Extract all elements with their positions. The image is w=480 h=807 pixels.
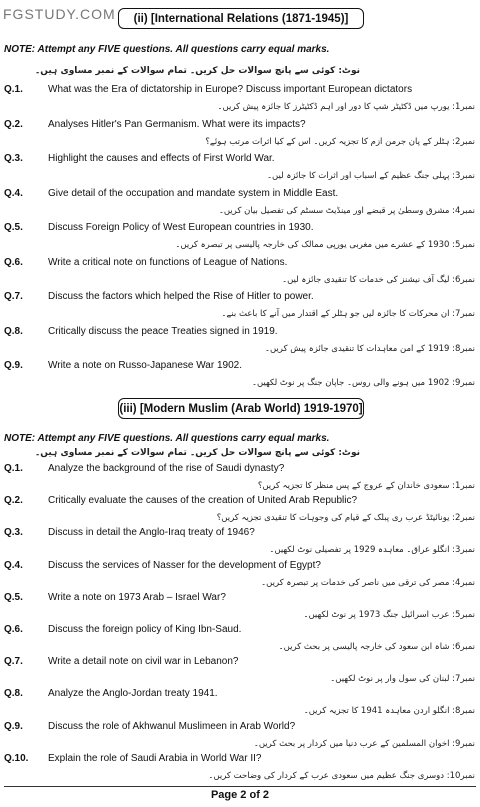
question-text-urdu: نمبر1: سعودی خاندان کے عروج کے پس منظر کا تجزیہ کریں؟: [257, 481, 475, 491]
question-row: [4, 527, 474, 540]
question-number: Q.3.: [4, 527, 23, 539]
question-text: Give detail of the occupation and mandate system in Middle East.: [48, 187, 339, 199]
question-number: Q.3.: [4, 153, 23, 164]
question-text: Discuss the services of Nasser for the development of Egypt?: [48, 559, 321, 571]
question-text: Write a note on 1973 Arab – Israel War?: [48, 591, 226, 603]
section-note-urdu: نوٹ: کوئی سے پانچ سوالات حل کریں۔ تمام سوالات کے نمبر مساوی ہیں۔: [35, 66, 360, 76]
question-number: Q.9.: [4, 720, 23, 732]
page-divider: [4, 786, 476, 787]
question-number: Q.4.: [4, 559, 23, 571]
question-row: [4, 688, 474, 701]
question-text-urdu: نمبر5: 1930 کے عشرے میں مغربی یورپی ممالک کی خارجہ پالیسی پر تبصرہ کریں۔: [175, 240, 475, 250]
question-number: Q.5.: [4, 591, 23, 603]
question-text-urdu: نمبر10: دوسری جنگ عظیم میں سعودی عرب کے کردار کی وضاحت کریں۔: [208, 770, 475, 781]
site-watermark: FGSTUDY.COM: [3, 6, 116, 22]
question-text: What was the Era of dictatorship in Europe? Discuss important European dictators: [48, 84, 413, 95]
question-text-urdu: نمبر7: ان محرکات کا جائزہ لیں جو ہٹلر کے اقتدار میں آنے کا باعث بنے۔: [221, 309, 475, 319]
question-number: Q.2.: [4, 495, 23, 507]
question-text: Discuss the factors which helped the Rise of Hitler to power.: [48, 291, 314, 302]
question-text: Discuss the role of Akhwanul Muslimeen in Arab World?: [48, 720, 296, 732]
question-text: Analyze the Anglo-Jordan treaty 1941.: [48, 688, 218, 700]
question-text-urdu: نمبر8: 1919 کے امن معاہدات کا تنقیدی جائزہ پیش کریں۔: [264, 343, 475, 354]
question-text: Write a note on Russo-Japanese War 1902.: [48, 360, 242, 371]
question-text: Critically evaluate the causes of the creation of United Arab Republic?: [48, 495, 358, 507]
section-title-modern-muslim: (iii) [Modern Muslim (Arab World) 1919-1970]: [118, 398, 364, 419]
question-row: [4, 188, 474, 201]
question-row: [4, 153, 474, 166]
question-row: [4, 84, 474, 97]
question-row: [4, 257, 474, 270]
page-footer: Page 2 of 2: [210, 789, 270, 801]
question-text-urdu: نمبر6: لیگ آف نیشنز کی خدمات کا تنقیدی جائزہ لیں۔: [282, 274, 475, 285]
question-row: [4, 753, 474, 766]
section-note-urdu: نوٹ: کوئی سے پانچ سوالات حل کریں۔ تمام سوالات کے نمبر مساوی ہیں۔: [35, 448, 360, 458]
question-text: Critically discuss the peace Treaties signed in 1919.: [48, 325, 278, 337]
question-text-urdu: نمبر3: پہلی جنگ عظیم کے اسباب اور اثرات کا جائزہ لیں۔: [267, 171, 475, 181]
question-text: Analyses Hitler's Pan Germanism. What were its impacts?: [48, 118, 306, 130]
section-note: NOTE: Attempt any FIVE questions. All questions carry equal marks.: [4, 433, 330, 444]
question-number: Q.1.: [4, 84, 23, 95]
question-number: Q.2.: [4, 118, 23, 130]
question-text-urdu: نمبر1: یورپ میں ڈکٹیٹر شپ کا دور اور اہم ڈکٹیٹرز کا جائزہ پیش کریں۔: [217, 102, 475, 112]
section-note: NOTE: Attempt any FIVE questions. All questions carry equal marks.: [4, 44, 330, 55]
question-text: Discuss in detail the Anglo-Iraq treaty of 1946?: [48, 527, 255, 539]
question-number: Q.7.: [4, 291, 23, 302]
question-text-urdu: نمبر8: انگلو اردن معاہدہ 1941 کا تجزیہ کریں۔: [303, 706, 475, 717]
question-row: [4, 624, 474, 637]
question-text-urdu: نمبر2: ہٹلر کے پان جرمن ازم کا تجزیہ کریں۔ اس کے کیا اثرات مرتب ہوئے؟: [205, 136, 475, 147]
question-number: Q.5.: [4, 222, 23, 233]
question-text: Explain the role of Saudi Arabia in World War II?: [48, 752, 262, 764]
question-text: Discuss the foreign policy of King Ibn-Saud.: [48, 624, 242, 635]
question-text: Analyze the background of the rise of Saudi dynasty?: [48, 463, 285, 474]
question-row: [4, 721, 474, 734]
question-text-urdu: نمبر9: اخوان المسلمین کے عرب دنیا میں کردار پر بحث کریں۔: [253, 738, 475, 749]
question-number: Q.10.: [4, 752, 29, 764]
question-text-urdu: نمبر4: مصر کی ترقی میں ناصر کی خدمات پر تبصرہ کریں۔: [261, 577, 475, 588]
question-number: Q.1.: [4, 463, 23, 474]
question-number: Q.8.: [4, 688, 23, 700]
question-row: [4, 495, 474, 508]
question-number: Q.9.: [4, 360, 23, 371]
question-text-urdu: نمبر6: شاہ ابن سعود کی خارجہ پالیسی پر بحث کریں۔: [278, 642, 475, 652]
question-number: Q.6.: [4, 256, 23, 268]
question-text: Discuss Foreign Policy of West European countries in 1930.: [48, 222, 314, 233]
question-text-urdu: نمبر4: مشرق وسطیٰ پر قبضے اور مینڈیٹ سسٹم کی تفصیل بیان کریں۔: [218, 205, 475, 216]
question-text: Write a detail note on civil war in Lebanon?: [48, 656, 239, 668]
section-title-international-relations: (ii) [International Relations (1871-1945)]: [118, 8, 364, 29]
question-text: Write a critical note on functions of League of Nations.: [48, 256, 288, 268]
question-row: [4, 291, 474, 304]
question-text-urdu: نمبر5: عرب اسرائیل جنگ 1973 پر نوٹ لکھیں۔: [303, 609, 475, 620]
question-number: Q.7.: [4, 656, 23, 668]
question-text: Highlight the causes and effects of First World War.: [48, 153, 275, 164]
question-row: [4, 560, 474, 573]
question-text-urdu: نمبر7: لبنان کی سول وار پر نوٹ لکھیں۔: [330, 674, 475, 685]
question-row: [4, 656, 474, 669]
question-row: [4, 222, 474, 235]
question-row: [4, 592, 474, 605]
question-row: [4, 463, 474, 476]
question-text-urdu: نمبر9: 1902 میں ہونے والی روس۔ جاپان جنگ پر نوٹ لکھیں۔: [251, 378, 475, 388]
question-number: Q.8.: [4, 325, 23, 337]
question-row: [4, 119, 474, 132]
question-number: Q.6.: [4, 624, 23, 635]
question-text-urdu: نمبر2: یونائیٹڈ عرب ری پبلک کے قیام کی وجوہات کا تنقیدی تجزیہ کریں؟: [216, 513, 475, 524]
question-number: Q.4.: [4, 187, 23, 199]
question-text-urdu: نمبر3: انگلو عراق۔ معاہدہ 1929 پر تفصیلی نوٹ لکھیں۔: [269, 545, 475, 556]
question-row: [4, 360, 474, 373]
question-row: [4, 326, 474, 339]
